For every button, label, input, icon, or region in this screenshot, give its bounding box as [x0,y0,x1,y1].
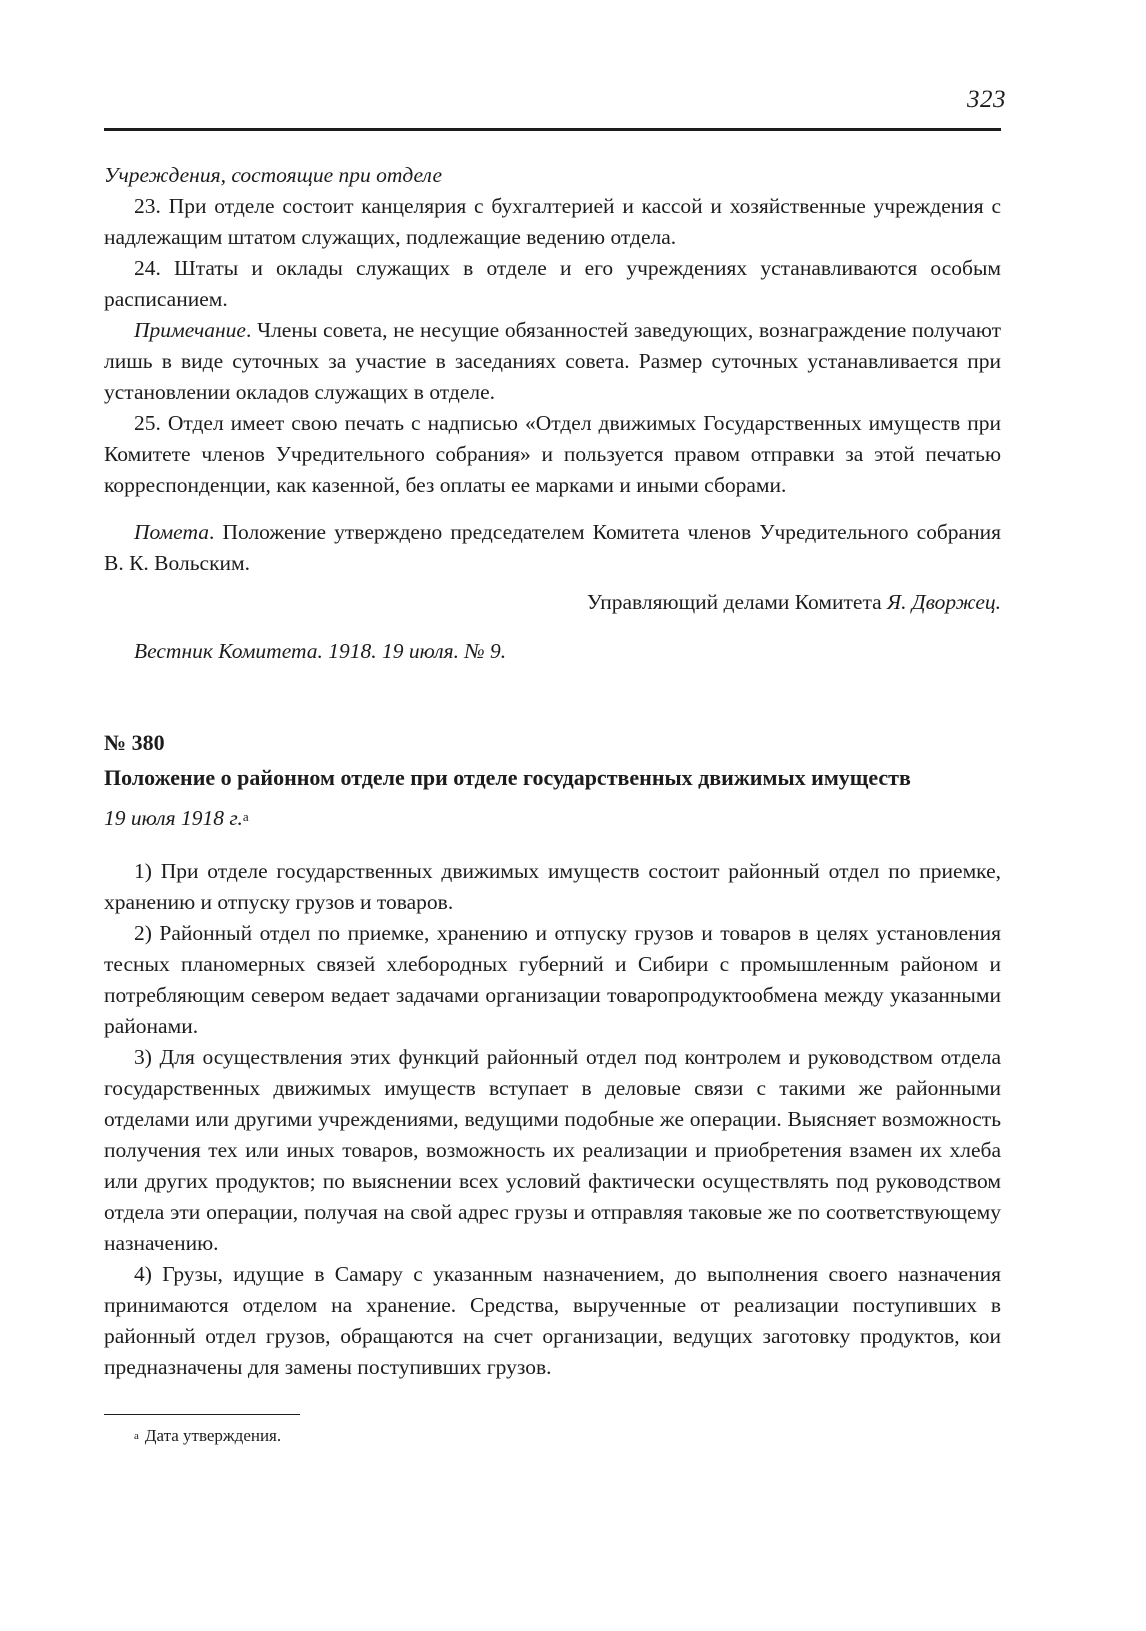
paragraph-23: 23. При отделе состоит канцелярия с бухгалтерией и кассой и хозяйственные учреждения с надлежащим штатом служащих, подлежащие ведению отдела. [104,194,1001,249]
date-footnote-mark: а [242,809,249,824]
note-label: Примечание [134,318,246,342]
document-paragraph-4: 4) Грузы, идущие в Самару с указанным назначением, до выполнения своего назначения принимаются отделом на хранение. Средства, вырученные от реализации поступивших в районный отдел грузов, обращаются на счет организации, ведущих заготовку продуктов, кои предназначены для замены поступивших грузов. [104,1262,1001,1379]
document-paragraph-1: 1) При отделе государственных движимых имуществ состоит районный отдел по приемке, хранению и отпуску грузов и товаров. [104,859,1001,914]
mark-label: Помета [134,520,209,544]
note-text: . Члены совета, не несущие обязанностей заведующих, вознаграждение получают лишь в виде суточных за участие в заседаниях совета. Размер суточных устанавливается при установлении окладов служащих в отделе. [104,318,1001,404]
source-text: Вестник Комитета. 1918. 19 июля. № 9. [134,639,507,663]
document-date: 19 июля 1918 г. [104,806,243,830]
footnote-rule [104,1414,300,1415]
document-paragraph-2: 2) Районный отдел по приемке, хранению и отпуску грузов и товаров в целях установления тесных планомерных связей хлебородных губерний и Сибири с промышленным районом и потребляющим севером ведает задачами организации товаропродуктообмена между указанными районами. [104,921,1001,1038]
document-title: Положение о районном отделе при отделе государственных движимых имуществ [104,765,911,790]
page-number: 323 [967,86,1006,113]
footnote-mark: а [134,1430,139,1442]
footnote [134,1424,281,1448]
mark-paragraph [104,517,1001,579]
document-date-line [104,803,1001,834]
note-paragraph [104,315,1001,408]
source-citation [104,636,1001,667]
document-number: № 380 [104,730,165,755]
page-content [104,160,1001,1383]
paragraph-24: 24. Штаты и оклады служащих в отделе и его учреждениях устанавливаются особым расписанием. [104,256,1001,311]
paragraph-25: 25. Отдел имеет свою печать с надписью «Отдел движимых Государственных имуществ при Комитете членов Учредительного собрания» и пользуется правом отправки за этой печатью корреспонденции, как казенной, без оплаты ее марками и иными сборами. [104,411,1001,497]
signature-line [104,587,1001,618]
mark-text: . Положение утверждено председателем Комитета членов Учредительного собрания В. К. Вольским. [104,520,1001,575]
signature-name: Я. Дворжец. [887,590,1001,614]
document-paragraph-3: 3) Для осуществления этих функций районный отдел под контролем и руководством отдела государственных движимых имуществ вступает в деловые связи с такими же районными отделами или другими учреждениями, ведущими подобные же операции. Выясняет возможность получения тех или иных товаров, возможность их реализации и приобретения взамен их хлеба или других продуктов; по выяснении всех условий фактически осуществлять под руководством отдела эти операции, получая на свой адрес грузы и отправляя таковые же по соответствующему назначению. [104,1045,1001,1255]
header-rule [104,128,1001,131]
subsection-title: Учреждения, состоящие при отделе [104,163,443,187]
footnote-text: Дата утверждения. [144,1426,282,1445]
signature-prefix: Управляющий делами Комитета [586,590,888,614]
